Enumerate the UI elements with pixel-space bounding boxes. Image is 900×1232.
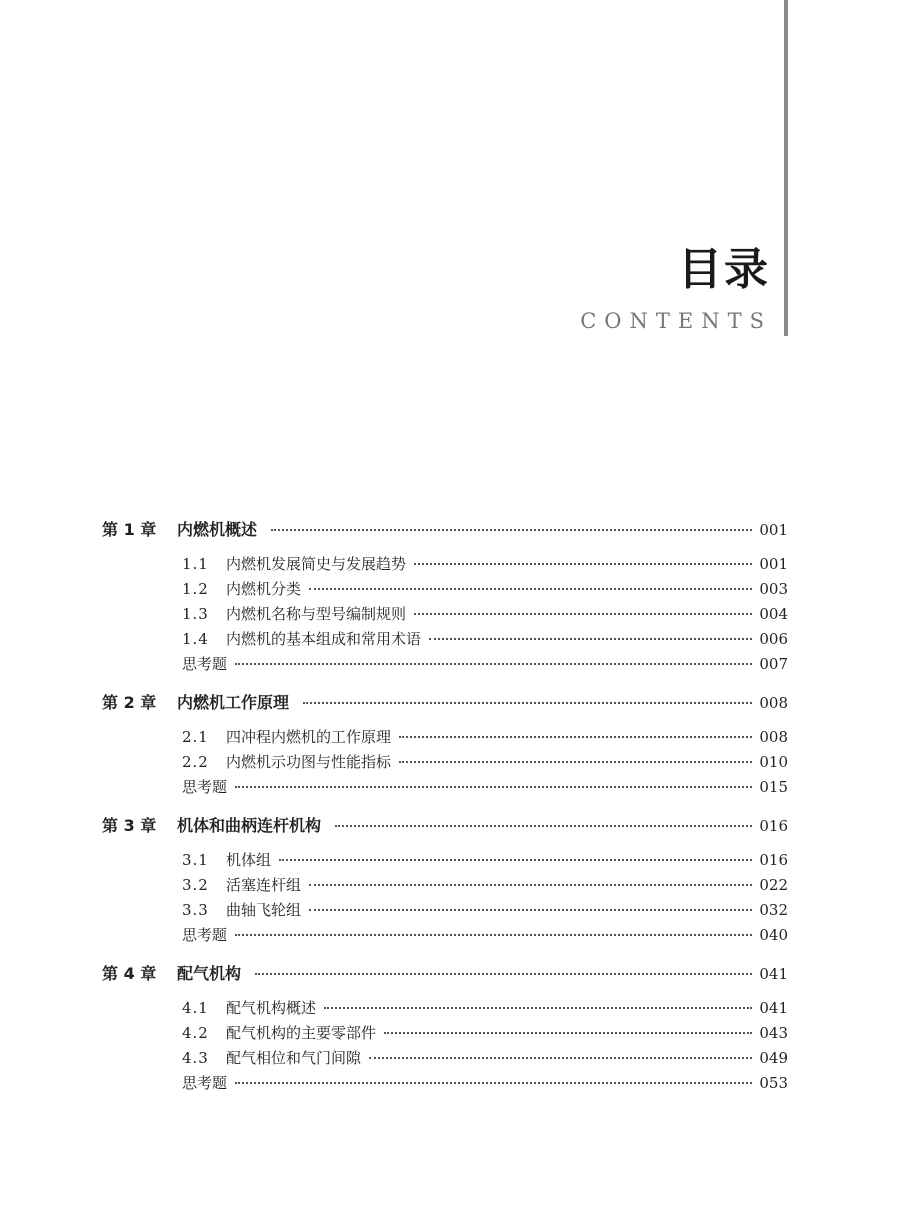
section-number: 1.1 (182, 555, 209, 573)
exercises-title: 思考题 (182, 778, 228, 796)
exercises-entry[interactable] (102, 653, 788, 678)
page-number: 040 (759, 926, 788, 944)
page-number: 049 (759, 1049, 788, 1067)
chapter-3-entry[interactable] (102, 813, 788, 843)
section-number: 4.2 (182, 1024, 209, 1042)
page-number: 003 (759, 580, 788, 598)
chapter-4-sections (102, 997, 788, 1097)
chapter-number: 第 4 章 (102, 964, 157, 983)
dot-leader (324, 1007, 752, 1009)
page-number: 016 (759, 817, 788, 835)
page-number: 053 (759, 1074, 788, 1092)
section-entry[interactable] (102, 726, 788, 751)
section-entry[interactable] (102, 899, 788, 924)
chapter-title: 配气机构 (177, 964, 242, 983)
section-entry[interactable] (102, 874, 788, 899)
side-accent-bar (784, 0, 788, 336)
page-number: 041 (759, 999, 788, 1017)
section-number: 1.3 (182, 605, 209, 623)
section-number: 2.1 (182, 728, 209, 746)
chapter-number: 第 3 章 (102, 816, 157, 835)
dot-leader (414, 563, 752, 565)
dot-leader (429, 638, 752, 640)
page-number: 016 (759, 851, 788, 869)
section-title: 内燃机分类 (226, 580, 302, 598)
page-number: 004 (759, 605, 788, 623)
page-number: 041 (759, 965, 788, 983)
table-of-contents (102, 517, 788, 1097)
exercises-title: 思考题 (182, 926, 228, 944)
section-title: 曲轴飞轮组 (226, 901, 302, 919)
dot-leader (414, 613, 752, 615)
page-number: 008 (759, 694, 788, 712)
section-number: 1.2 (182, 580, 209, 598)
page-subtitle: CONTENTS (580, 309, 772, 333)
section-title: 四冲程内燃机的工作原理 (226, 728, 392, 746)
section-title: 内燃机示功图与性能指标 (226, 753, 392, 771)
section-title: 内燃机发展简史与发展趋势 (226, 555, 407, 573)
chapter-number: 第 2 章 (102, 693, 157, 712)
section-number: 3.3 (182, 901, 209, 919)
chapter-1-sections (102, 553, 788, 678)
exercises-title: 思考题 (182, 1074, 228, 1092)
section-title: 内燃机名称与型号编制规则 (226, 605, 407, 623)
section-entry[interactable] (102, 553, 788, 578)
dot-leader (235, 786, 752, 788)
page-number: 007 (759, 655, 788, 673)
dot-leader (303, 702, 752, 704)
dot-leader (309, 588, 752, 590)
page-title: 目录 (678, 244, 770, 295)
section-entry[interactable] (102, 578, 788, 603)
page-number: 001 (759, 555, 788, 573)
section-entry[interactable] (102, 849, 788, 874)
dot-leader (335, 825, 752, 827)
section-title: 配气机构概述 (226, 999, 317, 1017)
page-number: 032 (759, 901, 788, 919)
dot-leader (271, 529, 752, 531)
chapter-1-entry[interactable] (102, 517, 788, 547)
chapter-number: 第 1 章 (102, 520, 157, 539)
section-entry[interactable] (102, 751, 788, 776)
page-number: 022 (759, 876, 788, 894)
chapter-2-sections (102, 726, 788, 801)
chapter-title: 内燃机工作原理 (177, 693, 290, 712)
exercises-entry[interactable] (102, 776, 788, 801)
dot-leader (235, 1082, 752, 1084)
page-number: 010 (759, 753, 788, 771)
section-title: 配气相位和气门间隙 (226, 1049, 362, 1067)
section-entry[interactable] (102, 603, 788, 628)
section-title: 活塞连杆组 (226, 876, 302, 894)
section-title: 配气机构的主要零部件 (226, 1024, 377, 1042)
chapter-title: 机体和曲柄连杆机构 (177, 816, 322, 835)
dot-leader (309, 909, 752, 911)
section-number: 2.2 (182, 753, 209, 771)
section-entry[interactable] (102, 628, 788, 653)
section-number: 3.2 (182, 876, 209, 894)
page-number: 008 (759, 728, 788, 746)
section-number: 4.3 (182, 1049, 209, 1067)
section-number: 3.1 (182, 851, 209, 869)
section-entry[interactable] (102, 997, 788, 1022)
exercises-entry[interactable] (102, 924, 788, 949)
dot-leader (255, 973, 752, 975)
dot-leader (369, 1057, 752, 1059)
dot-leader (279, 859, 752, 861)
dot-leader (399, 736, 752, 738)
section-number: 4.1 (182, 999, 209, 1017)
section-title: 内燃机的基本组成和常用术语 (226, 630, 422, 648)
dot-leader (399, 761, 752, 763)
section-entry[interactable] (102, 1047, 788, 1072)
exercises-entry[interactable] (102, 1072, 788, 1097)
dot-leader (384, 1032, 752, 1034)
dot-leader (235, 934, 752, 936)
page-number: 006 (759, 630, 788, 648)
section-entry[interactable] (102, 1022, 788, 1047)
chapter-3-sections (102, 849, 788, 949)
section-title: 机体组 (226, 851, 272, 869)
chapter-2-entry[interactable] (102, 690, 788, 720)
section-number: 1.4 (182, 630, 209, 648)
chapter-title: 内燃机概述 (177, 520, 258, 539)
dot-leader (235, 663, 752, 665)
exercises-title: 思考题 (182, 655, 228, 673)
page-number: 001 (759, 521, 788, 539)
page-number: 043 (759, 1024, 788, 1042)
chapter-4-entry[interactable] (102, 961, 788, 991)
dot-leader (309, 884, 752, 886)
page-number: 015 (759, 778, 788, 796)
